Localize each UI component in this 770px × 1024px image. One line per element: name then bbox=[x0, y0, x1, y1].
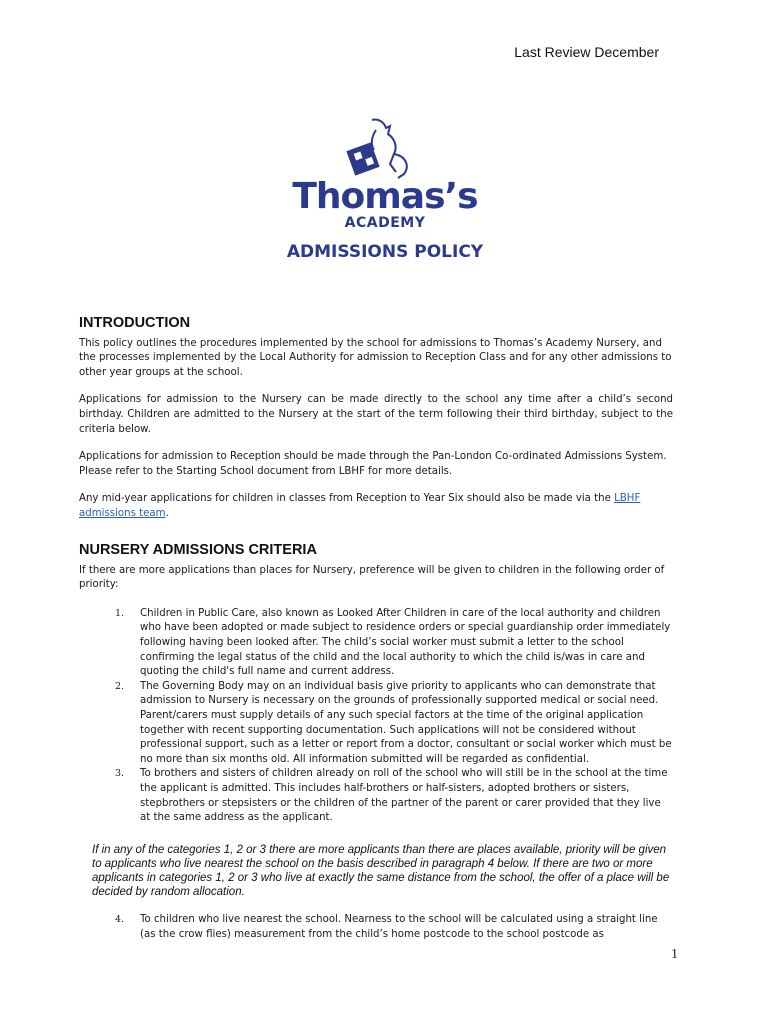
criteria-list bbox=[79, 607, 673, 826]
intro-paragraph-4-end: . bbox=[165, 507, 169, 519]
intro-paragraph-4 bbox=[79, 492, 673, 521]
logo-wordmark: Thomas’s bbox=[292, 176, 478, 217]
last-review-header: Last Review December bbox=[514, 44, 659, 60]
list-item bbox=[79, 767, 673, 825]
list-item-number: 1. bbox=[115, 607, 125, 619]
intro-paragraph-3: Applications for admission to Reception should be made through the Pan-London Co-ordinated Admissions System. Please refer to the Starting School document from LBHF for more details. bbox=[79, 451, 667, 477]
logo-subtitle: ACADEMY bbox=[344, 215, 426, 231]
intro-paragraph-4-text: Any mid-year applications for children in classes from Reception to Year Six should also be made via the bbox=[79, 493, 615, 505]
document-title: ADMISSIONS POLICY bbox=[286, 242, 484, 262]
introduction-section bbox=[79, 316, 673, 522]
criteria-item-4-section bbox=[79, 913, 673, 942]
intro-paragraph-1: This policy outlines the procedures implemented by the school for admissions to Thomas’s Academy Nursery, and the processes implemented by the Local Authority for admission to Reception Class and for any other admissions to other year groups at the school. bbox=[79, 337, 672, 378]
list-item-text: To brothers and sisters of children already on roll of the school who will still be in the school at the time the applicant is admitted. This includes half-brothers or half-sisters, adopted brothers or sisters, stepbrothers or stepsisters or the children of the partner of the parent or carer provided that they live at the same address as the applicant. bbox=[140, 768, 668, 824]
list-item bbox=[79, 680, 673, 768]
nursery-intro: If there are more applications than places for Nursery, preference will be given to children in the following order of priority: bbox=[79, 564, 665, 591]
list-item-number: 3. bbox=[115, 768, 125, 780]
nursery-criteria-section bbox=[79, 543, 673, 826]
allocation-note-section bbox=[92, 843, 676, 899]
list-item-text: To children who live nearest the school. Nearness to the school will be calculated using a straight line (as the crow flies) measurement from the child’s home postcode to the school postcode as bbox=[140, 914, 658, 940]
nursery-criteria-heading: NURSERY ADMISSIONS CRITERIA bbox=[79, 542, 317, 558]
list-item-text: Children in Public Care, also known as Looked After Children in care of the local authority and children who have been adopted or made subject to residence orders or special guardianship order immediately following having been looked after. The child’s social worker must submit a letter to the school confirming the legal status of the child and the local authority to which the child is/was in care and quoting the child's full name and current address. bbox=[140, 607, 671, 678]
list-item bbox=[79, 913, 673, 942]
list-item-text: The Governing Body may on an individual basis give priority to applicants who can demonstrate that admission to Nursery is necessary on the grounds of professionally supported medical or social need. Parent/carers must supply details of any such special factors at the time of the original application together with recent supporting documentation. Such applications will not be considered without professional support, such as a letter or report from a doctor, consultant or social worker which must be no more than six months old. All information submitted will be regarded as confidential. bbox=[140, 680, 672, 765]
intro-paragraph-2: Applications for admission to the Nursery can be made directly to the school any time after a child’s second birthday. Children are admitted to the Nursery at the start of the term following their third birthday, subject to the criteria below. bbox=[79, 394, 673, 435]
introduction-heading: INTRODUCTION bbox=[79, 315, 191, 331]
list-item-number: 4. bbox=[115, 914, 125, 925]
list-item-number: 2. bbox=[115, 680, 125, 692]
lbhf-admissions-link[interactable]: LBHF admissions team bbox=[79, 493, 641, 519]
allocation-note: If in any of the categories 1, 2 or 3 there are more applicants than there are places available, priority will be given to applicants who live nearest the school on the basis described in paragraph 4 below. If there are two or more applicants in categories 1, 2 or 3 who live at exactly the same distance from the school, the offer of a place will be decided by random allocation. bbox=[92, 844, 670, 898]
list-item bbox=[79, 607, 673, 680]
page-number: 1 bbox=[671, 947, 678, 962]
